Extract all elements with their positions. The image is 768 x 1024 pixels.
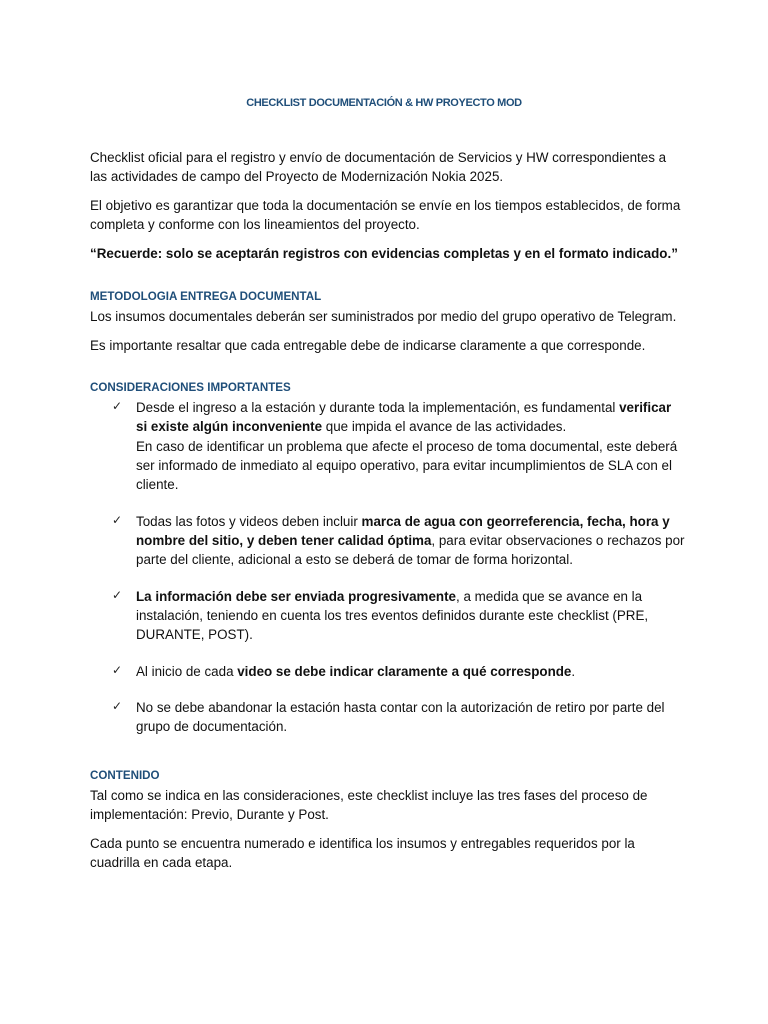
item-emphasis: video se debe indicar claramente a qué corresponde xyxy=(237,663,572,679)
check-mark-icon: ✓ xyxy=(112,399,123,414)
item-text: que impida el avance de las actividades. xyxy=(322,419,567,435)
item-text: Al inicio de cada xyxy=(136,663,238,679)
item-text: Todas las fotos y videos deben incluir xyxy=(136,513,362,529)
item-text: No se debe abandonar la estación hasta contar con la autorización de retiro por parte del grupo de documentación. xyxy=(136,700,665,735)
check-mark-icon: ✓ xyxy=(112,662,123,677)
item-text: , a medida que se avance en la instalación, teniendo en cuenta los tres eventos definidos durante este checklist (PRE, DURANTE, POST). xyxy=(136,588,649,643)
item-text: Desde el ingreso a la estación y durante toda la implementación, es fundamental xyxy=(136,400,620,416)
intro-paragraph-1: Checklist oficial para el registro y envío de documentación de Servicios y HW correspondientes a las actividades de campo del Proyecto de Modernización Nokia 2025. xyxy=(90,150,667,185)
section-heading-contenido: CONTENIDO xyxy=(90,768,160,782)
item-emphasis: La información debe ser enviada progresivamente xyxy=(136,588,456,604)
intro-paragraph-2: El objetivo es garantizar que toda la documentación se envíe en los tiempos establecidos, de forma completa y conforme con los lineamientos del proyecto. xyxy=(90,198,681,233)
checklist-item xyxy=(90,398,685,494)
section-heading-metodologia: METODOLOGIA ENTREGA DOCUMENTAL xyxy=(90,290,322,304)
check-mark-icon: ✓ xyxy=(112,512,123,527)
document-body xyxy=(90,148,685,872)
checklist-item xyxy=(90,662,685,681)
check-mark-icon: ✓ xyxy=(112,587,123,602)
checklist-item xyxy=(90,512,685,570)
reminder-note xyxy=(90,244,685,263)
document-title: CHECKLIST DOCUMENTACIÓN & HW PROYECTO MOD xyxy=(246,97,522,109)
item-text: En caso de identificar un problema que afecte el proceso de toma documental, este deberá ser informado de inmediato al equipo operativo, para evitar incumplimientos de SLA con el cliente. xyxy=(136,438,678,493)
section-heading-consideraciones: CONSIDERACIONES IMPORTANTES xyxy=(90,381,291,395)
metodologia-paragraph-2: Es importante resaltar que cada entregable debe de indicarse claramente a que corresponde. xyxy=(90,338,646,353)
item-text: . xyxy=(571,663,576,679)
contenido-paragraph-2: Cada punto se encuentra numerado e identifica los insumos y entregables requeridos por la cuadrilla en cada etapa. xyxy=(90,835,635,870)
item-emphasis: verificar si existe algún inconveniente xyxy=(136,400,672,435)
item-emphasis: marca de agua con georreferencia, fecha, hora y nombre del sitio, y deben tener calidad óptima xyxy=(136,513,670,548)
check-mark-icon: ✓ xyxy=(112,699,123,714)
contenido-paragraph-1: Tal como se indica en las consideraciones, este checklist incluye las tres fases del proceso de implementación: Previo, Durante y Post. xyxy=(90,787,648,822)
reminder-text: “Recuerde: solo se aceptarán registros con evidencias completas y en el formato indicado.” xyxy=(90,246,678,261)
item-text: , para evitar observaciones o rechazos por parte del cliente, adicional a esto se deberá de tomar de forma horizontal. xyxy=(136,532,685,568)
consideraciones-checklist xyxy=(90,398,685,736)
metodologia-paragraph-1: Los insumos documentales deberán ser suministrados por medio del grupo operativo de Telegram. xyxy=(90,309,677,325)
checklist-item xyxy=(90,587,685,645)
checklist-item xyxy=(90,698,685,736)
